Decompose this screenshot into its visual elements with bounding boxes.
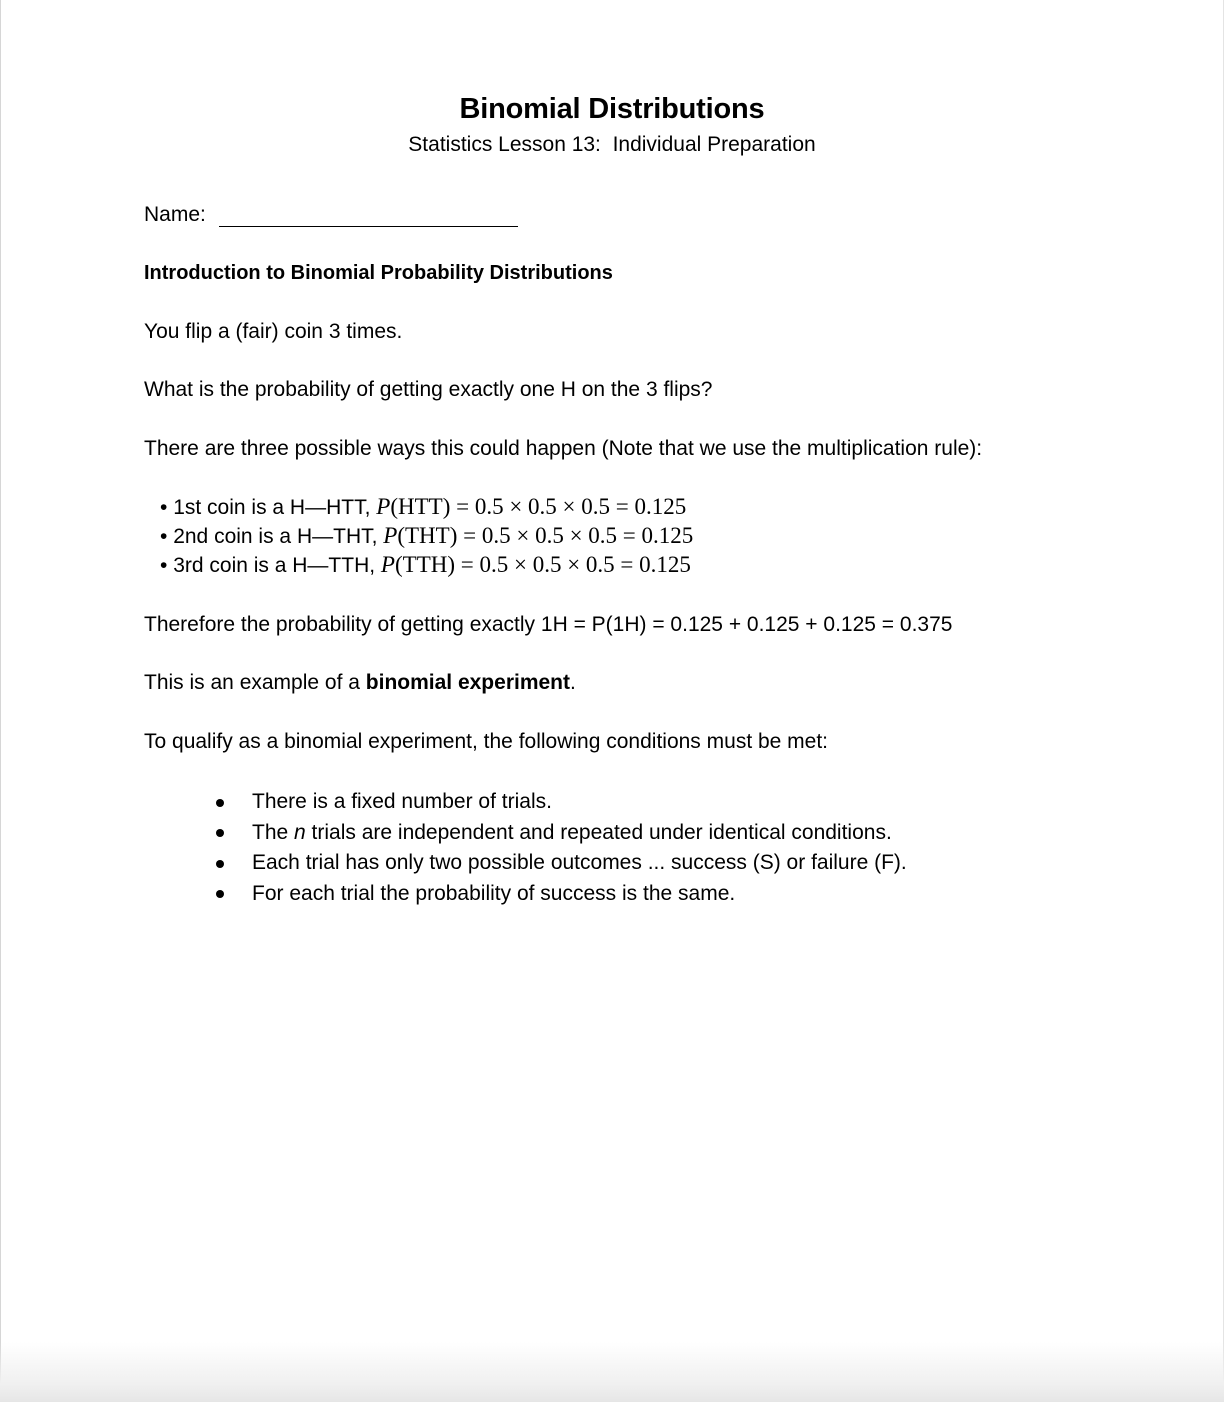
way-outcome: (HTT) [390, 494, 451, 519]
way-item [160, 494, 686, 520]
page-edge [0, 0, 1, 1402]
variable-n: n [294, 821, 306, 844]
bullet-icon [216, 890, 224, 898]
way-calc: = 0.5 × 0.5 × 0.5 = 0.125 [457, 523, 694, 548]
document-title: Binomial Distributions [459, 93, 765, 125]
term-binomial-experiment: binomial experiment [365, 671, 570, 694]
paragraph-therefore: Therefore the probability of getting exactly 1H = P(1H) = 0.125 + 0.125 + 0.125 = 0.375 [144, 613, 953, 636]
text-run: There is a fixed number of trials. [252, 790, 552, 813]
section-heading: Introduction to Binomial Probability Distributions [144, 262, 613, 284]
way-label: 1st coin is a H—HTT, [173, 496, 377, 519]
way-item [160, 552, 691, 578]
way-item [160, 523, 693, 549]
way-formula [381, 552, 691, 577]
bullet-icon [216, 799, 224, 807]
prob-symbol: P [380, 552, 395, 577]
way-outcome: (TTH) [394, 552, 456, 577]
way-calc: = 0.5 × 0.5 × 0.5 = 0.125 [455, 552, 691, 577]
text-run: For each trial the probability of success is the same. [252, 882, 736, 905]
bullet-icon: • [160, 496, 168, 519]
text-run: The [252, 821, 295, 844]
paragraph-coin-flip: You flip a (fair) coin 3 times. [144, 320, 403, 343]
condition-item [252, 790, 552, 814]
prob-symbol: P [383, 523, 398, 548]
prob-symbol: P [376, 494, 391, 519]
way-calc: = 0.5 × 0.5 × 0.5 = 0.125 [450, 494, 687, 519]
page-bottom-shadow [0, 1342, 1224, 1402]
paragraph-question: What is the probability of getting exactly one H on the 3 flips? [144, 378, 713, 401]
condition-item [252, 851, 907, 875]
text-run: . [570, 671, 576, 694]
paragraph-three-ways: There are three possible ways this could happen (Note that we use the multiplication rule): [144, 437, 983, 460]
bullet-icon [216, 829, 224, 837]
paragraph-binomial-example [144, 671, 576, 695]
bullet-icon [216, 860, 224, 868]
text-run: Each trial has only two possible outcomes ... success (S) or failure (F). [252, 851, 907, 874]
way-formula [383, 523, 693, 548]
way-label: 2nd coin is a H—THT, [173, 525, 384, 548]
name-blank-line [219, 226, 518, 227]
way-label: 3rd coin is a H—TTH, [173, 554, 381, 577]
paragraph-conditions-intro: To qualify as a binomial experiment, the following conditions must be met: [144, 730, 829, 753]
way-formula [376, 494, 686, 519]
bullet-icon: • [160, 554, 168, 577]
way-outcome: (THT) [397, 523, 458, 548]
text-run: trials are independent and repeated under identical conditions. [305, 821, 892, 844]
condition-item [252, 882, 735, 906]
name-label: Name: [144, 203, 206, 226]
bullet-icon: • [160, 525, 168, 548]
document-subtitle: Statistics Lesson 13: Individual Preparation [408, 133, 816, 156]
condition-item [252, 821, 892, 845]
text-run: This is an example of a [144, 671, 366, 694]
